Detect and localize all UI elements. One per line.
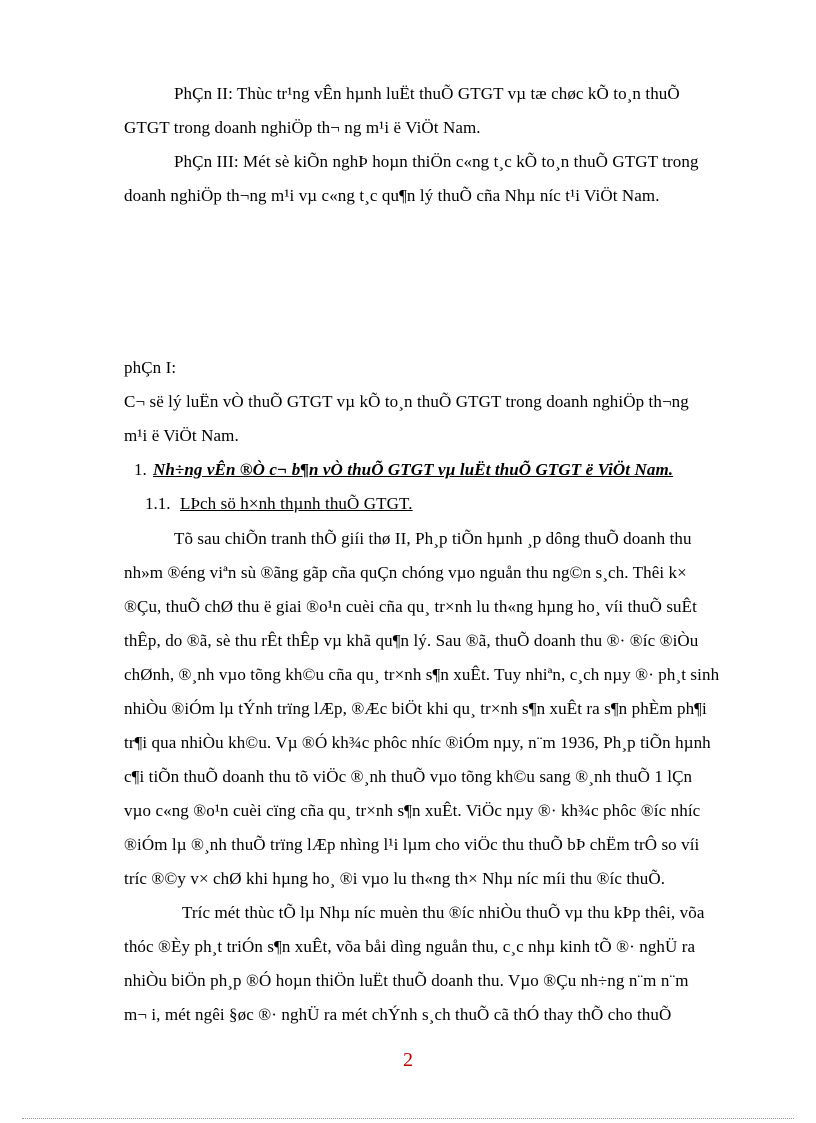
intro-part3-line-1: PhÇn III: Mét sè kiÕn nghÞ hoµn thiÖn c«ng t¸c kÕ to¸n thuÕ GTGT trong bbox=[174, 152, 699, 171]
section1-number: 1. bbox=[134, 460, 147, 479]
section1-1-title: LÞch sö h×nh thµnh thuÕ GTGT. bbox=[180, 494, 413, 513]
intro-part2-line-1: PhÇn II: Thùc tr¹ng vÊn hµnh luËt thuÕ GTGT vµ tæ chøc kÕ to¸n thuÕ bbox=[174, 84, 680, 103]
intro-part3-line-2: doanh nghiÖp th¬ng m¹i vµ c«ng t¸c qu¶n lý thuÕ cña Nhµ níc t¹i ViÖt Nam. bbox=[124, 186, 660, 205]
paragraph1-line-10: ®iÓm lµ ®¸nh thuÕ trïng lÆp nhìng l¹i lµm cho viÖc thu thuÕ bÞ chËm trÔ so víi bbox=[124, 835, 700, 854]
paragraph1-line-5: chØnh, ®¸nh vµo tõng kh©u cña qu¸ tr×nh s¶n xuÊt. Tuy nhiªn, c¸ch nµy ®· ph¸t sinh bbox=[124, 665, 720, 684]
paragraph2-line-2: thóc ®Èy ph¸t triÓn s¶n xuÊt, võa båi dìng nguån thu, c¸c nhµ kinh tÕ ®· nghÜ ra bbox=[124, 937, 696, 956]
paragraph1-line-7: tr¶i qua nhiÒu kh©u. Vµ ®Ó kh¾c phôc nhíc ®iÓm nµy, n¨m 1936, Ph¸p tiÕn hµnh bbox=[124, 733, 711, 752]
intro-part2-line-2: GTGT trong doanh nghiÖp th¬ ng m¹i ë ViÖt Nam. bbox=[124, 118, 481, 137]
section1-title: Nh÷ng vÊn ®Ò c¬ b¶n vÒ thuÕ GTGT vµ luËt thuÕ GTGT ë ViÖt Nam. bbox=[153, 460, 674, 479]
paragraph1-line-3: ®Çu, thuÕ chØ thu ë giai ®o¹n cuèi cña qu¸ tr×nh lu th«ng hµng ho¸ víi thuÕ suÊt bbox=[124, 597, 697, 616]
paragraph2-line-4: m¬ i, mét ngêi §øc ®· nghÜ ra mét chÝnh s¸ch thuÕ cã thÓ thay thÕ cho thuÕ bbox=[124, 1005, 672, 1024]
paragraph2-line-3: nhiÒu biÖn ph¸p ®Ó hoµn thiÖn luËt thuÕ doanh thu. Vµo ®Çu nh÷ng n¨m n¨m bbox=[124, 971, 689, 990]
footer-divider bbox=[22, 1118, 794, 1119]
part1-title-line-2: m¹i ë ViÖt Nam. bbox=[124, 426, 239, 445]
paragraph2-line-1: Tríc mét thùc tÕ lµ Nhµ níc muèn thu ®íc nhiÒu thuÕ vµ thu kÞp thêi, võa bbox=[182, 903, 705, 922]
part1-title-line-1: C¬ së lý luËn vÒ thuÕ GTGT vµ kÕ to¸n thuÕ GTGT trong doanh nghiÖp th¬ng bbox=[124, 392, 689, 411]
paragraph1-line-8: c¶i tiÕn thuÕ doanh thu tõ viÖc ®¸nh thuÕ vµo tõng kh©u sang ®¸nh thuÕ 1 lÇn bbox=[124, 767, 693, 786]
page-number: 2 bbox=[403, 1049, 413, 1071]
paragraph1-line-6: nhiÒu ®iÓm lµ tÝnh trïng lÆp, ®Æc biÖt khi qu¸ tr×nh s¶n xuÊt ra s¶n phÈm ph¶i bbox=[124, 699, 707, 718]
paragraph1-line-1: Tõ sau chiÕn tranh thÕ giíi thø II, Ph¸p tiÕn hµnh ¸p dông thuÕ doanh thu bbox=[174, 529, 692, 548]
paragraph1-line-9: vµo c«ng ®o¹n cuèi cïng cña qu¸ tr×nh s¶n xuÊt. ViÖc nµy ®· kh¾c phôc ®íc nhíc bbox=[124, 801, 701, 820]
paragraph1-line-11: tríc ®©y v× chØ khi hµng ho¸ ®i vµo lu th«ng th× Nhµ níc míi thu ®íc thuÕ. bbox=[124, 869, 666, 888]
part1-label: phÇn I: bbox=[124, 358, 177, 377]
section1-1-number: 1.1. bbox=[145, 494, 171, 513]
paragraph1-line-4: thÊp, do ®ã, sè thu rÊt thÊp vµ khã qu¶n lý. Sau ®ã, thuÕ doanh thu ®· ®íc ®iÒu bbox=[124, 631, 699, 650]
paragraph1-line-2: nh»m ®éng viªn sù ®ãng gãp cña quÇn chóng vµo nguån thu ng©n s¸ch. Thêi k× bbox=[124, 563, 687, 582]
